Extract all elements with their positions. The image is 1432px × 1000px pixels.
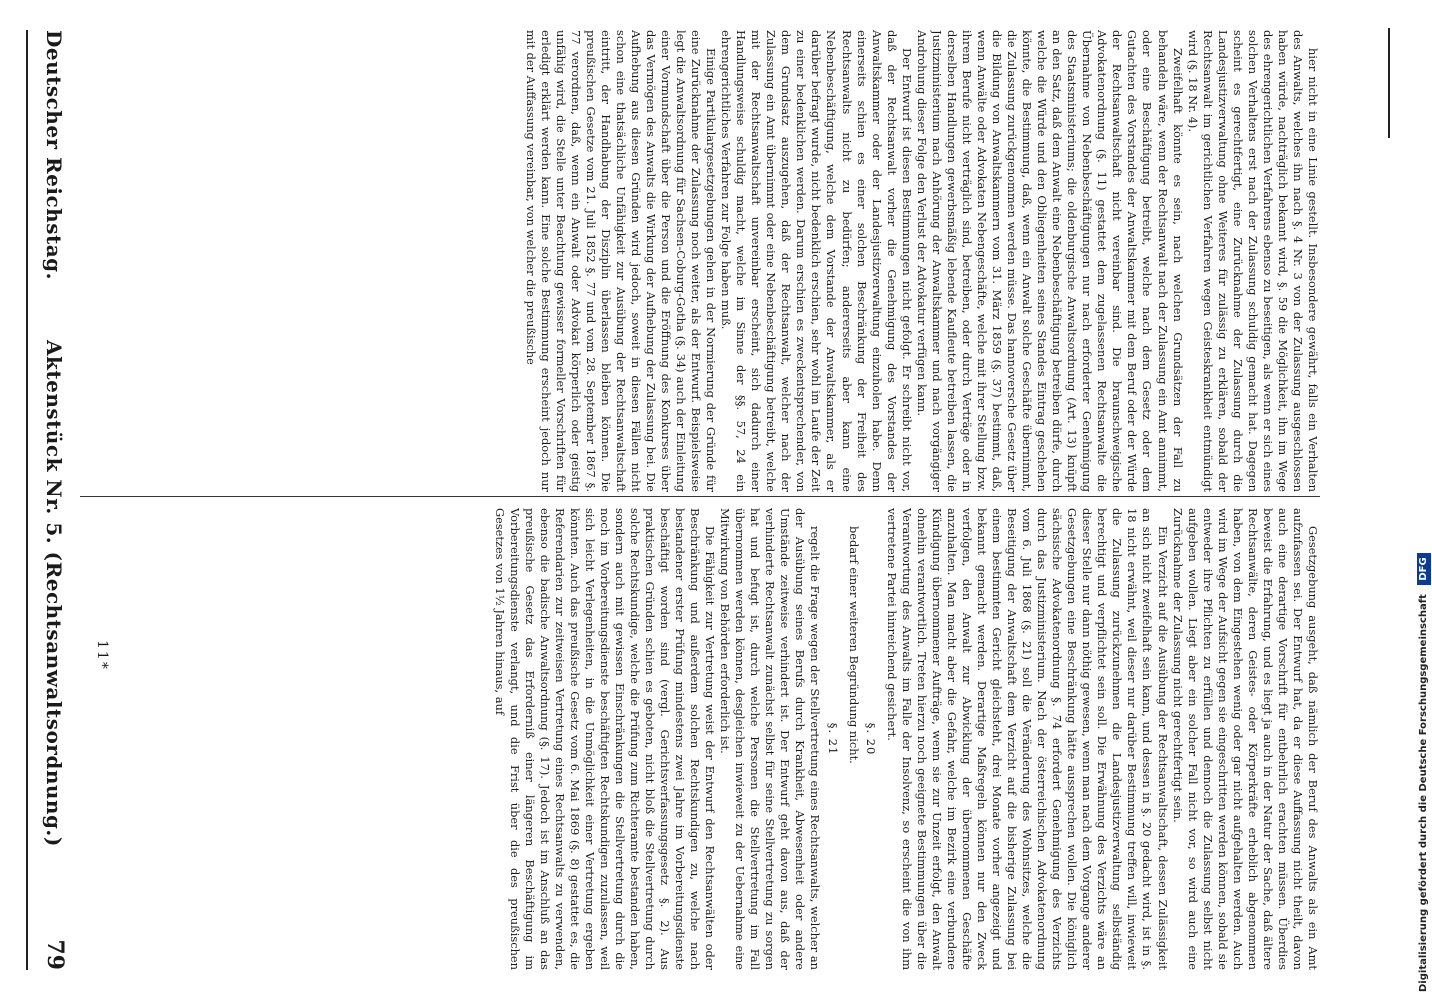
left-text-column [80, 30, 1320, 492]
section-heading: §. 20 [863, 722, 878, 756]
paragraph: Der Entwurf ist diesen Bestimmungen nicht gefolgt. Er schreibt nicht vor, daß der Rechtsanwalt vorher die Genehmigung des Vorstandes der Anwaltskammer oder der Landesjustizverwaltung einzuholen habe. Denn einerseits schien es einer solchen Beschränkung der Freiheit des Rechtsanwalts nicht zu bedürfen; andererseits aber kann eine Nebenbeschäftigung, welche dem Vorstande der Anwaltskammer, als er darüber befragt wurde, nicht bedenklich erschien, sehr wohl im Laufe der Zeit zu einer bedenklichen werden. Darum erschien es zweckentsprechender, von dem Grundsatz auszugehen, daß der Rechtsanwalt, welcher nach der Zulassung ein Amt übernimmt oder eine Nebenbeschäftigung betreibt, welche mit der Rechtsanwaltschaft unvereinbar erscheint, sich dadurch einer Handlungsweise schuldig macht, welche im Sinne der §§. 57, 24 ein ehrengerichtliches Verfahren zur Folge haben muß. [719, 30, 914, 492]
digitization-credit [1417, 12, 1431, 992]
digitization-note: Digitalisierung gefördert durch die Deutsche Forschungsgemeinschaft [1418, 594, 1429, 992]
signature-mark: 11* [94, 640, 110, 671]
page-number: 79 [42, 939, 68, 970]
header-subtitle: Aktenstück Nr. 5. (Rechtsanwaltsordnung.) [42, 340, 66, 847]
paragraph: Ein Verzicht auf die Ausübung der Rechtsanwaltschaft, dessen Zulässigkeit an sich nicht zweifelhaft sein kann, und dessen in §. 20 gedacht wird, ist in §. 18 nicht erwähnt, weil dieser nur darüber Bestimmung treffen will, inwieweit die Zulassung zurückzunehmen die Landesjustizverwaltung selbständig berechtigt und verpflichtet sein soll. Die Erwähnung des Verzichts wäre an dieser Stelle nur dann nöthig gewesen, wenn man nach dem Vorgange anderer Gesetzgebungen eine Beschränkung hätte aussprechen wollen. Die königlich sächsische Advokatenordnung §. 74 erfordert Genehmigung des Verzichts durch das Justizministerium. Nach der österreichischen Advokatenordnung vom 6. Juli 1868 (§. 21) soll die Veränderung des Wohnsitzes, welche die Beseitigung der Anwaltschaft dem Verzicht auf die bisherige Zulassung bei einem bestimmten Gericht gleichsteht, drei Monate vorher angezeigt und bekannt gemacht werden. Derartige Maßregeln können nur den Zweck verfolgen, den Anwalt zur Abwicklung der übernommenen Geschäfte anzuhalten. Man macht aber die Gefahr, welche im Bezirk eine verbundene Kündigung übernommener Aufträge, wenn sie zur Unzeit erfolgt, den Anwalt ohnehin verantwortlich. Treten hierzu noch geeignete Bestimmungen über die Verantwortung des Anwalts im Falle der Insolvenz, so erscheint die von ihm vertretene Partei hinreichend gesichert. [884, 508, 1170, 970]
column-divider [80, 496, 1320, 497]
right-text-column [80, 508, 1320, 970]
paragraph: regelt die Frage wegen der Stellvertretung eines Rechtsanwalts, welcher an der Ausübung seines Berufs durch Krankheit, Abwesenheit oder andere Umstände zeitweise verhindert ist. Der Entwurf geht davon aus, daß der verhinderte Rechtsanwalt zunächst selbst für seine Stellvertretung zu sorgen hat und befugt ist, durch welche Personen die Stellvertretung im Fall übernommen werden können, desgleichen inwieweit zu der Uebernahme eine Mitwirkung von Behörden erforderlich ist. [718, 508, 823, 970]
header-rule [26, 30, 28, 970]
paragraph: Die Fähigkeit zur Vertretung weist der Entwurf den Rechtsanwälten oder Beschränkung und außerdem solchen Rechtskundigen zu, welche nach bestandener erster Prüfung mindestens zwei Jahre im Vorbereitungsdienste beschäftigt worden sind (vergl. Gerichtsverfassungsgesetz §. 2). Aus praktischen Gründen schien es geboten, nicht bloß die Stellvertretung durch solche Rechtskundige, welche die Prüfung zum Richteramte bestanden haben, sondern auch mit gewissen Einschränkungen die Stellvertretung durch die noch im Vorbereitungsdienste beschäftigten Rechtskundigen zuzulassen, weil sich leicht Verlegenheiten, in die Unmöglichkeit einer Vertretung ergeben könnten. Auch das preußische Gesetz vom 6. Mai 1869 (§. 8) gestattet es, die Referendarien zur zeitweisen Vertretung eines Rechtsanwalts zu verwenden, ebenso die badische Anwaltsordnung (§. 17). Jedoch ist im Anschluß an das preußische Gesetz das Erforderniß einer längeren Beschäftigung im Vorbereitungsdienste verlangt, und die Frist über die des preußischen Gesetzes von 1½ Jahren hinaus, auf [492, 508, 718, 970]
dfg-logo: DFG [1417, 553, 1431, 584]
paragraph: hier nicht in eine Linie gestellt. Insbesondere gewährt, falls ein Verhalten des Anwalts, welches ihn nach §. 4 Nr. 3 von der Zulassung ausgeschlossen haben würde, nachträglich bekannt wird, §. 59 die Möglichkeit, ihn im Wege des ehrengerichtlichen Verfahrens ebenso zu beseitigen, als wenn er sich eines solchen Verhaltens erst nach der Zulassung schuldig gemacht hat. Dagegen scheint es gerechtfertigt, eine Zurücknahme der Zulassung durch die Landesjustizverwaltung ohne Weiteres für zulässig zu erklären, sobald der Rechtsanwalt im gerichtlichen Verfahren wegen Geisteskrankheit entmündigt wird (§. 18 Nr. 4). [1185, 30, 1320, 492]
paragraph: Zweifelhaft könnte es sein, nach welchen Grundsätzen der Fall zu behandeln wäre, wenn der Rechtsanwalt nach der Zulassung ein Amt annimmt, oder eine Beschäftigung betreibt, welche nach dem Gesetz oder dem Gutachten des Vorstandes der Anwaltskammer mit dem Beruf oder der Würde der Rechtsanwaltschaft nicht vereinbar sind. Die braunschweigische Advokatenordnung (§. 11) gestattet dem zugelassenen Rechtsanwalte die Übernahme von Nebenbeschäftigungen nur nach erforderter Genehmigung des Staatsministeriums; die oldenburgische Anwaltsordnung (Art. 13) knüpft an den Satz, daß dem Anwalt eine Nebenbeschäftigung betreiben dürfe, durch welche die Würde und den Obliegenheiten seines Standes Eintrag geschehen könnte, die Bestimmung, daß, wenn ein Anwalt solche Geschäfte übernimmt, die Zulassung zurückgenommen werden müsse. Das hannoversche Gesetz über die Bildung von Anwaltskammern vom 31. März 1859 (§. 37) bestimmt, daß, wenn Anwälte oder Advokaten Nebengeschäfte, welche mit ihrer Stellung bzw. ihrem Berufe nicht verträglich sind, betreiben, oder durch Verträge oder in derselben Handlungen gewerbsmäßig lebende Kaufleute betreiben lassen, die Justizministerium nach Anhörung der Anwaltskammer und nach vorgängiger Androhung dieser Folge den Verlust der Advokatur verfügen kann. [914, 30, 1185, 492]
section-heading: §. 21 [825, 722, 840, 756]
paragraph: Gesetzgebung ausgeht, daß nämlich der Beruf des Anwalts als ein Amt aufzufassen sei. Der Entwurf hat, da er diese Auffassung nicht theilt, davon auch eine derartige Vorschrift für entbehrlich erachten müssen. Überdies beweist die Erfahrung, und es liegt ja auch in der Natur der Sache, daß ältere Rechtsanwälte, deren Geistes- oder Körperkräfte erheblich abgenommen haben, von dem Eingestehen wenig oder gar nicht aufgehalten werden. Auch wird im Wege der Aufsicht gegen sie eingeschritten werden können, sobald sie entweder ihre Pflichten zu erfüllen und dennoch die Zulassung selbst nicht aufgeben wollen. Liegt aber ein solcher Fall nicht vor, so wird auch eine Zurücknahme der Zulassung nicht gerechtfertigt sein. [1170, 508, 1320, 970]
paragraph: bedarf einer weiteren Begründung nicht. [846, 526, 861, 764]
header-title: Deutscher Reichstag. [42, 30, 66, 281]
scan-edge-mark [1388, 28, 1390, 138]
paragraph: Einige Partikulargesetzgebungen gehen in der Normierung der Gründe für eine Zurücknahme der Zulassung noch weiter, als der Entwurf. Beispielsweise legt die Anwaltsordnung für Sachsen-Coburg-Gotha (§. 34) auch der Einleitung einer Vormundschaft über die Person und die Eröffnung des Konkurses über das Vermögen des Anwalts die Wirkung der Aufhebung der Zulassung bei. Die Aufhebung aus diesen Gründen wird jedoch, soweit in diesen Fällen nicht schon eine thatsächliche Unfähigkeit zur Ausübung der Rechtsanwaltschaft eintritt, der Handhabung der Disziplin überlassen bleiben können. Die preußischen Gesetze vom 21. Juli 1852 §. 77 und vom 28. September 1867 §. 77 verordnen, daß, wenn ein Anwalt oder Advokat körperlich oder geistig unfähig wird, die Stelle unter Beachtung gewisser formeller Vorschriften für erledigt erklärt werden kann. Eine solche Bestimmung erscheint jedoch nur mit der Auffassung vereinbar, von welcher die preußische [523, 30, 719, 492]
running-header [32, 30, 72, 970]
